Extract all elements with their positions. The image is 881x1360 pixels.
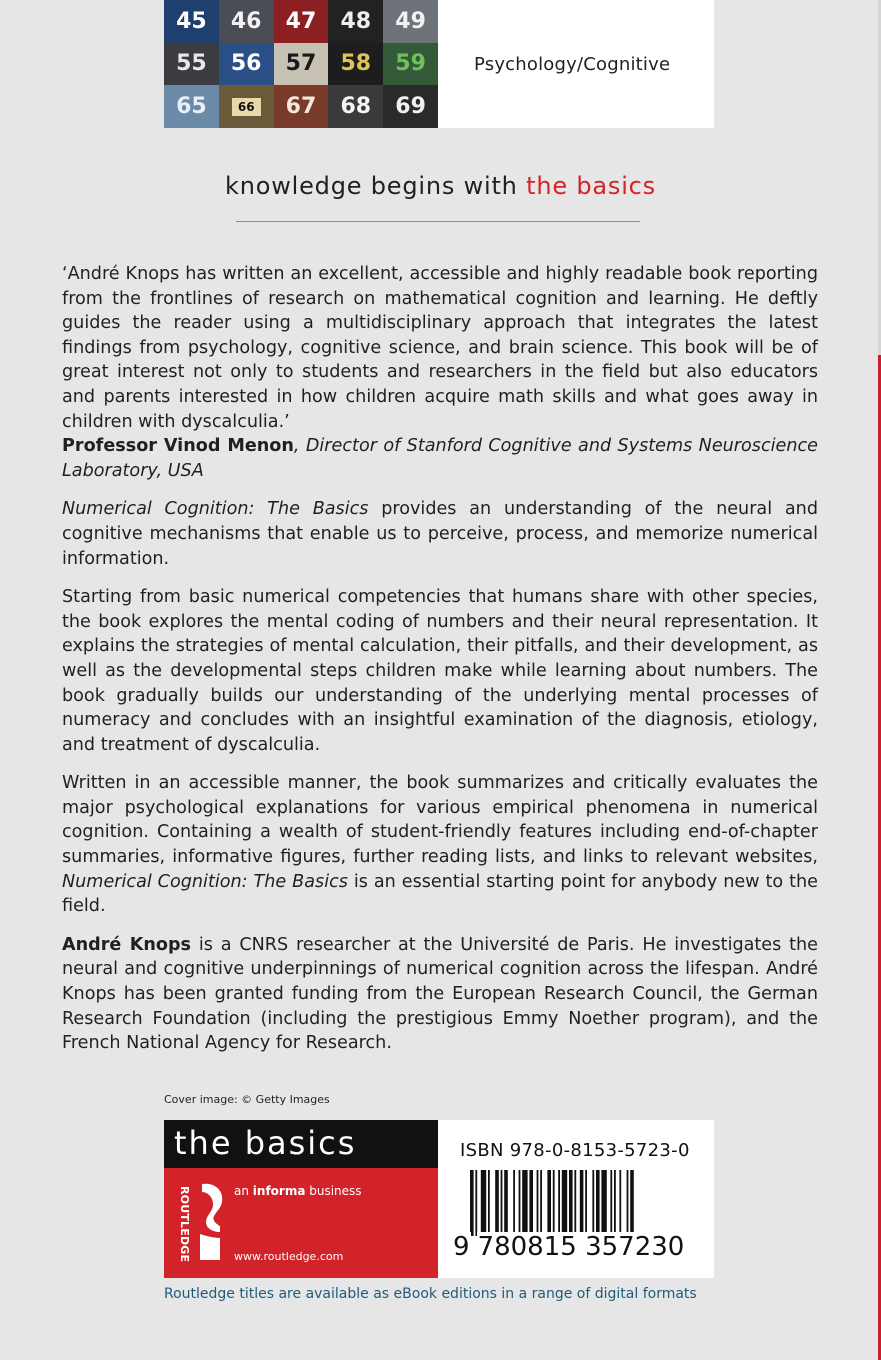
author-bio xyxy=(62,933,818,1056)
barcode-bar xyxy=(504,1170,508,1236)
publisher-url: www.routledge.com xyxy=(234,1250,344,1263)
barcode-bar xyxy=(619,1170,621,1236)
barcode-bar xyxy=(470,1170,474,1236)
barcode-bar xyxy=(495,1170,499,1236)
publisher-name-vertical xyxy=(177,1186,193,1268)
series-name: the basics xyxy=(174,1124,357,1162)
number-plate-tile: 49 xyxy=(383,0,438,43)
publisher-barcode-band xyxy=(164,1120,714,1278)
barcode-bar xyxy=(501,1170,503,1236)
description-p1-text: provides an understanding of the neural and cognitive mechanisms that enable us to perceive, process, and memorize numerical information. xyxy=(62,499,818,569)
publisher-block xyxy=(164,1168,438,1278)
endorsement-quote: ‘André Knops has written an excellent, accessible and highly readable book reporting from the frontlines of research on mathematical cognition and learning. He deftly guides the reader using a multidisciplinary approach that integrates the latest findings from psychology, cognitive science, and brain science. This book will be of great interest not only to students and researchers in the field but also educators and parents interested in how children acquire math skills and what goes away in children with dyscalculia.’ xyxy=(62,264,818,432)
barcode-bar xyxy=(580,1170,584,1236)
barcode-bar xyxy=(558,1170,560,1236)
ebook-availability-note: Routledge titles are available as eBook editions in a range of digital formats xyxy=(164,1286,697,1302)
barcode-digits xyxy=(452,1232,685,1262)
barcode-bar xyxy=(601,1170,606,1236)
number-plate-tile: 46 xyxy=(219,0,274,43)
number-plate-tile: 45 xyxy=(164,0,219,43)
author-name: André Knops xyxy=(62,934,192,955)
endorsement-attribution xyxy=(62,434,818,483)
barcode-bar xyxy=(540,1170,542,1236)
top-banner xyxy=(164,0,714,128)
book-title-italic: Numerical Cognition: The Basics xyxy=(62,871,348,892)
endorser-name: Professor Vinod Menon xyxy=(62,436,294,457)
barcode-bar xyxy=(569,1170,573,1236)
back-cover-text xyxy=(62,262,818,1056)
barcode-bar xyxy=(522,1170,527,1236)
barcode-bar xyxy=(562,1170,567,1236)
isbn-label: ISBN 978-0-8153-5723-0 xyxy=(460,1140,690,1161)
barcode-bar xyxy=(547,1170,551,1236)
routledge-logo-icon xyxy=(196,1182,228,1262)
number-plate-tile: 65 xyxy=(164,85,219,128)
tagline-highlight: the basics xyxy=(526,172,656,200)
barcode-first-digit: 9 xyxy=(453,1232,470,1262)
barcode-bar xyxy=(481,1170,486,1236)
publisher-name: ROUTLEDGE xyxy=(178,1186,191,1263)
number-plate-tile: 66 xyxy=(219,85,274,128)
description-p3-end: is an essential starting point for anybody new to the field. xyxy=(62,871,818,917)
description-p3-start: Written in an accessible manner, the book summarizes and critically evaluates the major psychological explanations for various empirical phenomena in numerical cognition. Containing a wealth of student-friendly features including end-of-chapter summaries, informative figures, further reading lists, and links to relevant websites, xyxy=(62,773,818,868)
barcode-bar xyxy=(475,1170,477,1236)
subject-category: Psychology/Cognitive xyxy=(474,54,671,75)
description-paragraph-3 xyxy=(62,771,818,919)
cover-image-credit: Cover image: © Getty Images xyxy=(164,1093,330,1106)
number-plate-tile: 47 xyxy=(274,0,329,43)
barcode-bar xyxy=(488,1170,490,1236)
series-tagline xyxy=(0,172,881,200)
barcode-bar xyxy=(592,1170,594,1236)
barcode-digits-rest: 780815 357230 xyxy=(477,1232,685,1262)
number-plate-tile: 48 xyxy=(328,0,383,43)
informa-tagline: an informa business xyxy=(234,1184,362,1198)
barcode-bar xyxy=(553,1170,555,1236)
series-banner xyxy=(164,1120,438,1168)
barcode-bar xyxy=(627,1170,629,1236)
barcode-bar xyxy=(630,1170,634,1236)
barcode-bar xyxy=(585,1170,587,1236)
number-plate-tile: 58 xyxy=(328,43,383,86)
barcode-bar xyxy=(529,1170,533,1236)
barcode-bar xyxy=(513,1170,515,1236)
isbn-barcode xyxy=(470,1170,682,1236)
barcode-bar xyxy=(574,1170,576,1236)
barcode-bar xyxy=(537,1170,539,1236)
barcode-bar xyxy=(596,1170,600,1236)
tagline-divider xyxy=(236,221,640,222)
book-title-italic: Numerical Cognition: The Basics xyxy=(62,499,369,520)
number-plate-tile: 56 xyxy=(219,43,274,86)
number-plate-tile: 57 xyxy=(274,43,329,86)
barcode-bar xyxy=(519,1170,521,1236)
informa-word: informa xyxy=(252,1184,306,1198)
number-plate-tile: 55 xyxy=(164,43,219,86)
number-plate-tile: 59 xyxy=(383,43,438,86)
barcode-bar xyxy=(610,1170,612,1236)
author-bio-text: is a CNRS researcher at the Université de Paris. He investigates the neural and cognitive underpinnings of numerical cognition across the lifespan. André Knops has been granted funding from the European Research Council, the German Research Foundation (including the prestigious Emmy Noether program), and the French National Agency for Research. xyxy=(62,934,818,1054)
endorser-affiliation: , Director of Stanford Cognitive and Systems Neuroscience Laboratory, USA xyxy=(62,436,819,481)
description-paragraph-1 xyxy=(62,497,818,571)
tagline-prefix: knowledge begins with xyxy=(225,172,527,200)
description-paragraph-2: Starting from basic numerical competencies that humans share with other species, the book explores the mental coding of numbers and their neural representation. It explains the strategies of mental calculation, their pitfalls, and their development, as well as the developmental steps children make while learning about numbers. The book gradually builds our understanding of the underlying mental processes of numeracy and concludes with an insightful examination of the diagnosis, etiology, and treatment of dyscalculia. xyxy=(62,587,818,755)
number-plate-tile: 69 xyxy=(383,85,438,128)
barcode-bar xyxy=(614,1170,616,1236)
number-plate-tile: 67 xyxy=(274,85,329,128)
number-plate-tile: 68 xyxy=(328,85,383,128)
number-mosaic-image xyxy=(164,0,438,128)
